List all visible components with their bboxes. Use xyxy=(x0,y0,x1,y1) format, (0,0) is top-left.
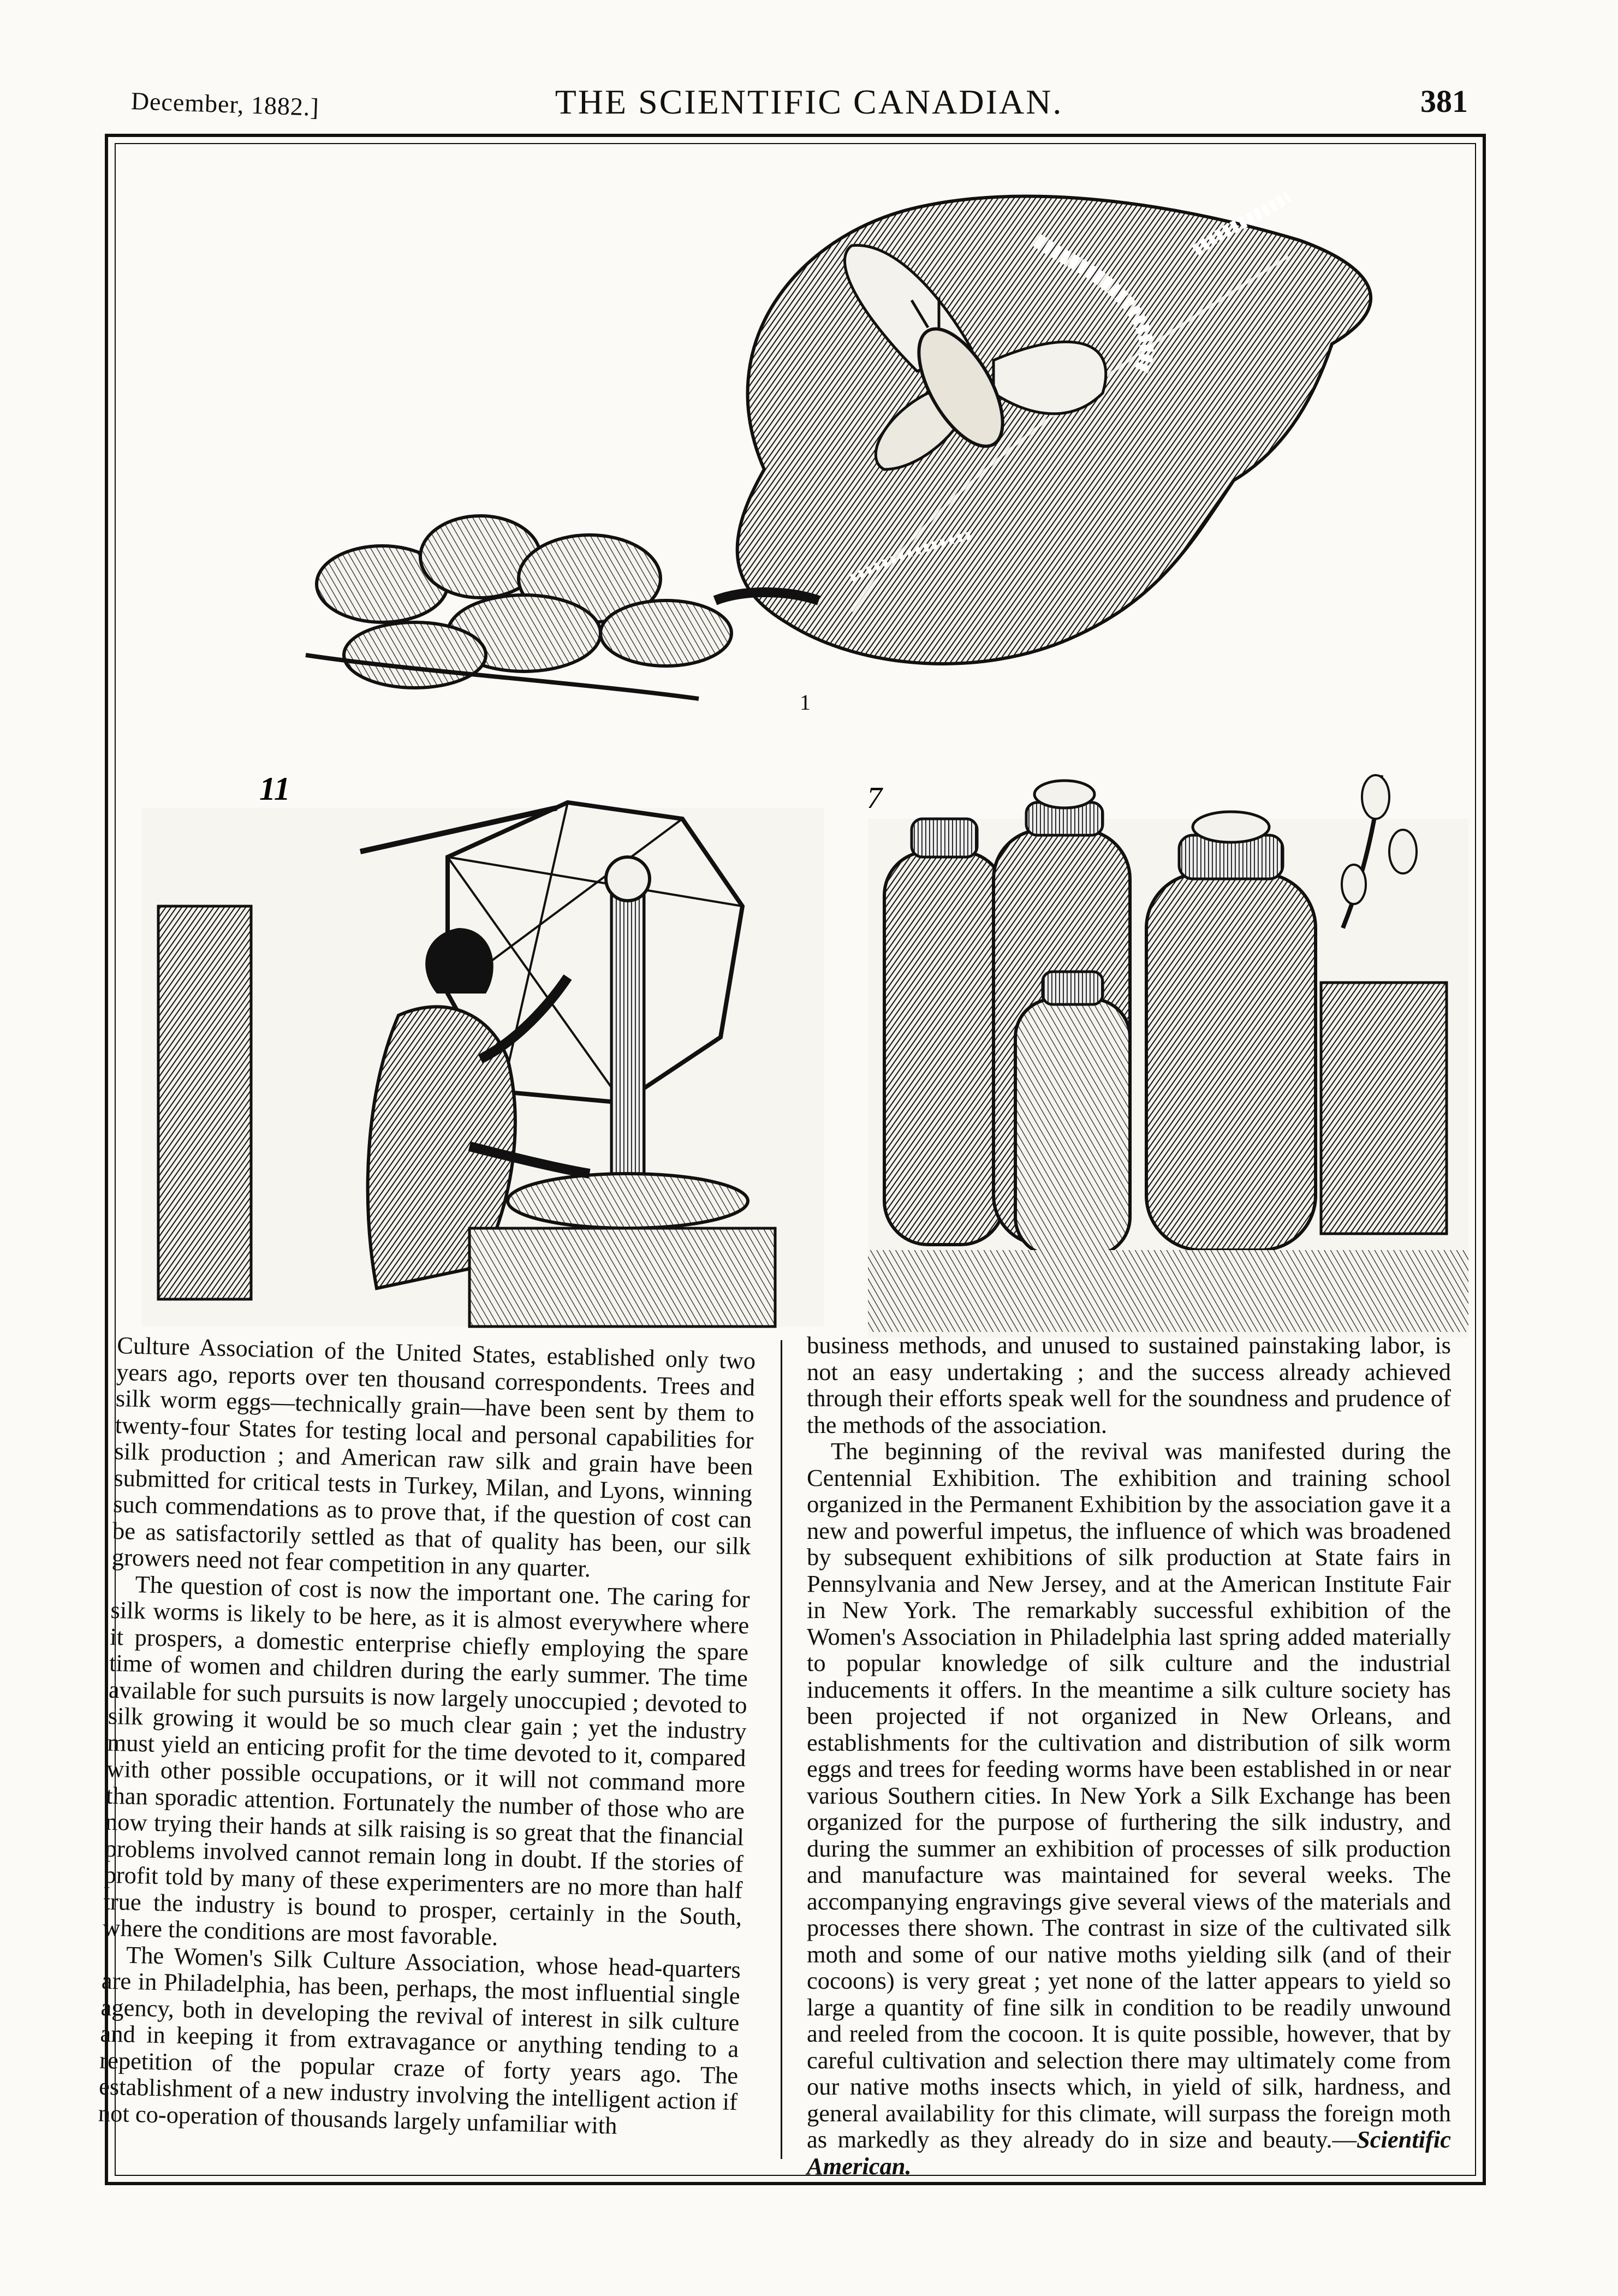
right-paragraph xyxy=(807,1438,1451,2179)
issue-date: December, 1882.] xyxy=(130,87,320,122)
left-paragraph: The Women's Silk Culture Association, whose head-quarters are in Philadelphia, has been, perhaps, the most influential single agency, both in developing the revival of interest in silk culture and in keeping it from extravagance or anything tending to a repetition of the popular craze of forty years ago. The establishment of a new industry involving the intelligent action if not co-operation of thousands largely unfamiliar with xyxy=(98,1941,741,2139)
journal-title: THE SCIENTIFIC CANADIAN. xyxy=(555,82,1063,121)
engravings-plate xyxy=(142,164,1474,1337)
figure-label-1: 1 xyxy=(800,690,811,715)
right-paragraph-text: The beginning of the revival was manifested during the Centennial Exhibition. The exhibition and training school organized in the Permanent Exhibition by the association gave it a new and powerful impetus, the influence of which was broadened by subsequent exhibitions of silk production at State fairs in Pennsylvania and New Jersey, and at the American Institute Fair in New York. The remarkably successful exhibition of the Women's Association in Philadelphia last spring added materially to popular knowledge of silk culture and the industrial inducements it offers. In the meantime a silk culture society has been projected if not organized in New Orleans, and establishments for the cultivation and distribution of silk worm eggs and trees for feeding worms have been established in or near various Southern cities. In New York a Silk Exchange has been organized for the purpose of furthering the silk industry, and during the summer an exhibition of processes of silk production and manufacture was maintained for several weeks. The accompanying engravings give several views of the materials and processes there shown. The contrast in size of the cultivated silk moth and some of our native moths yielding silk (and of their cocoons) is very great ; yet none of the latter appears to yield so large a quantity of fine silk in condition to be readily unwound and reeled from the cocoon. It is quite possible, however, that by careful cultivation and selection there may ultimately come from our native moths insects which, in yield of silk, hardness, and general availability for this climate, will surpass the foreign moth as markedly as they already do in size and beauty.— xyxy=(807,1437,1451,2153)
column-divider xyxy=(781,1340,782,2159)
engravings-svg xyxy=(142,164,1474,1337)
article-left-column xyxy=(98,1332,756,2142)
figure-label-11: 11 xyxy=(259,771,290,807)
article-right-column xyxy=(807,1332,1451,2179)
silk-reeling-engraving xyxy=(142,771,824,1327)
right-paragraph: business methods, and unused to sustained painstaking labor, is not an easy undertaking ; and the success already achieved through their efforts speak well for the soundness and prudence of the methods of the association. xyxy=(807,1331,1451,1438)
cocoons-engraving xyxy=(306,516,731,699)
page-header xyxy=(0,82,1618,136)
specimen-jars-engraving xyxy=(867,775,1468,1337)
left-paragraph: Culture Association of the United States, established only two years ago, reports over ten thousand correspondents. Trees and silk worm eggs—technically grain—have been sent by them to twenty-four States for testing local and personal capabilities for silk production ; and American raw silk and grain have been submitted for critical tests in Turkey, Milan, and Lyons, winning such commendations as to prove that, if the question of cost can be as satisfactorily settled as that of quality has been, our silk growers need not fear competition in any quarter. xyxy=(111,1331,756,1583)
source-byline: Scientific American. xyxy=(807,2126,1451,2180)
leaf-moth-engraving xyxy=(715,197,1371,715)
figure-label-7: 7 xyxy=(867,781,882,815)
page-number: 381 xyxy=(1420,84,1468,119)
left-paragraph: The question of cost is now the important one. The caring for silk worms is likely to be here, as it is almost everywhere where it prospers, a domestic enterprise chiefly employing the spare time of women and children during the early summer. The time available for such pursuits is now largely unoccupied ; devoted to silk growing it would be so much clear gain ; yet the industry must yield an enticing profit for the time devoted to it, compared with other possible occupations, or it will not command more than sporadic attention. Fortunately the number of those who are now trying their hands at silk raising is so great that the financial problems involved cannot remain long in doubt. If the stories of profit told by many of these experimenters are no more than half true the industry is bound to prosper, certainly in the South, where the conditions are most favorable. xyxy=(102,1570,751,1951)
